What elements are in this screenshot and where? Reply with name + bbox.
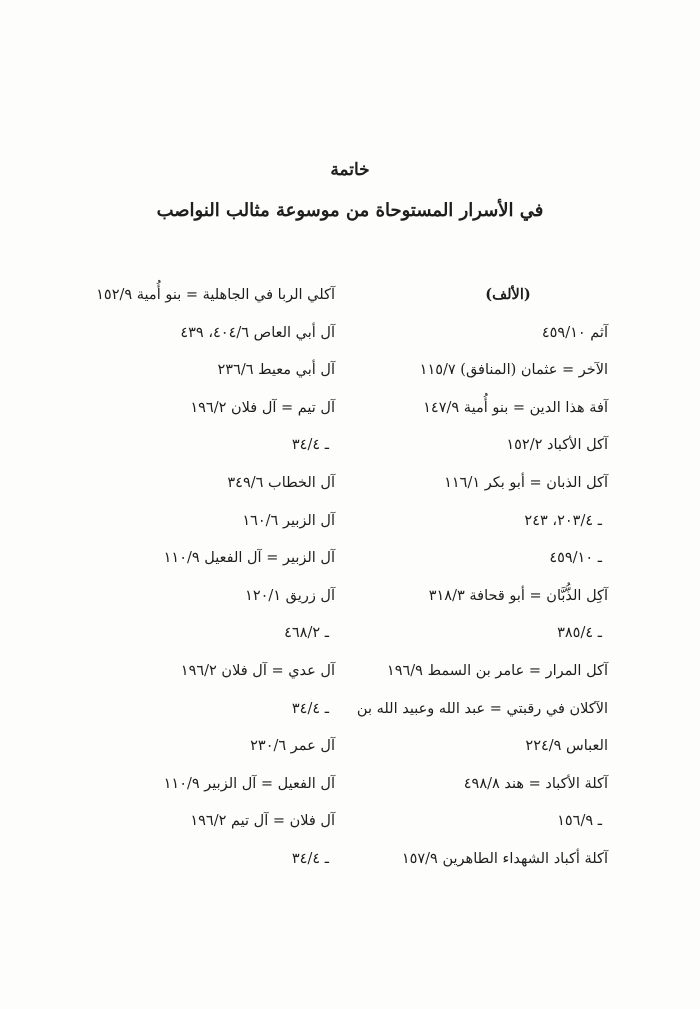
index-entry: آل الخطاب ٣٤٩/٦ (227, 474, 335, 491)
index-entry: آكلة الأكباد = هند ٤٩٨/٨ (463, 775, 608, 792)
index-entry: آكل المرار = عامر بن السمط ١٩٦/٩ (386, 662, 608, 679)
index-entry: آكِل الذُّبَّان = أبو قحافة ٣١٨/٣ (428, 587, 608, 604)
index-entry: آكلي الربا في الجاهلية = بنو أُمية ١٥٢/٩ (96, 287, 335, 303)
index-entry: آل الزبير ١٦٠/٦ (242, 512, 335, 529)
index-entry: آل الزبير = آل الفعيل ١١٠/٩ (163, 550, 335, 567)
index-entry: العباس ٢٢٤/٩ (525, 738, 608, 755)
chapter-heading: خاتمة (330, 160, 370, 180)
index-entry: آل أبي العاص ٤٠٤/٦، ٤٣٩ (180, 324, 335, 341)
index-column-right (348, 283, 608, 885)
index-entry: آكل الذبان = أبو بكر ١١٦/١ (444, 474, 608, 491)
index-continuation: ـ ٤٦٨/٢ (284, 625, 329, 642)
index-continuation: ـ ٣٤/٤ (291, 850, 329, 867)
index-entry: الآخر = عثمان (المنافق) ١١٥/٧ (419, 362, 608, 379)
index-entry: آل تيم = آل فلان ١٩٦/٢ (190, 399, 335, 416)
index-entry: آل فلان = آل تيم ١٩٦/٢ (190, 813, 335, 830)
chapter-subheading: في الأسرار المستوحاة من موسوعة مثالب النواصب (156, 200, 544, 221)
index-continuation: ـ ٣٤/٤ (291, 437, 329, 454)
index-continuation: ـ ٣٤/٤ (291, 700, 329, 717)
index-entry: آكل الأكباد ١٥٢/٢ (506, 437, 608, 454)
index-continuation: ـ ٢٠٣/٤، ٢٤٣ (524, 512, 602, 529)
index-continuation: ـ ٤٥٩/١٠ (549, 550, 602, 567)
index-entry: آل زريق ١٢٠/١ (245, 587, 335, 604)
index-entry: الآكلان في رقبتي = عبد الله وعبيد الله بن (356, 700, 608, 717)
index-entry: آل عدي = آل فلان ١٩٦/٢ (180, 662, 335, 679)
section-letter-heading: (الألف) (485, 286, 531, 303)
index-entry: آكلة أكباد الشهداء الطاهرين ١٥٧/٩ (401, 850, 608, 867)
index-entry: آل عمر ٢٣٠/٦ (250, 738, 335, 755)
index-column-left (65, 283, 335, 885)
index-entry: آل أبي معيط ٢٣٦/٦ (217, 362, 335, 379)
index-entry: آفة هذا الدين = بنو أُمية ١٤٧/٩ (423, 399, 608, 416)
index-continuation: ـ ١٥٦/٩ (557, 813, 602, 830)
index-entry: آل الفعيل = آل الزبير ١١٠/٩ (163, 775, 335, 792)
index-entry: آثم ٤٥٩/١٠ (541, 324, 608, 341)
index-continuation: ـ ٣٨٥/٤ (557, 625, 602, 642)
